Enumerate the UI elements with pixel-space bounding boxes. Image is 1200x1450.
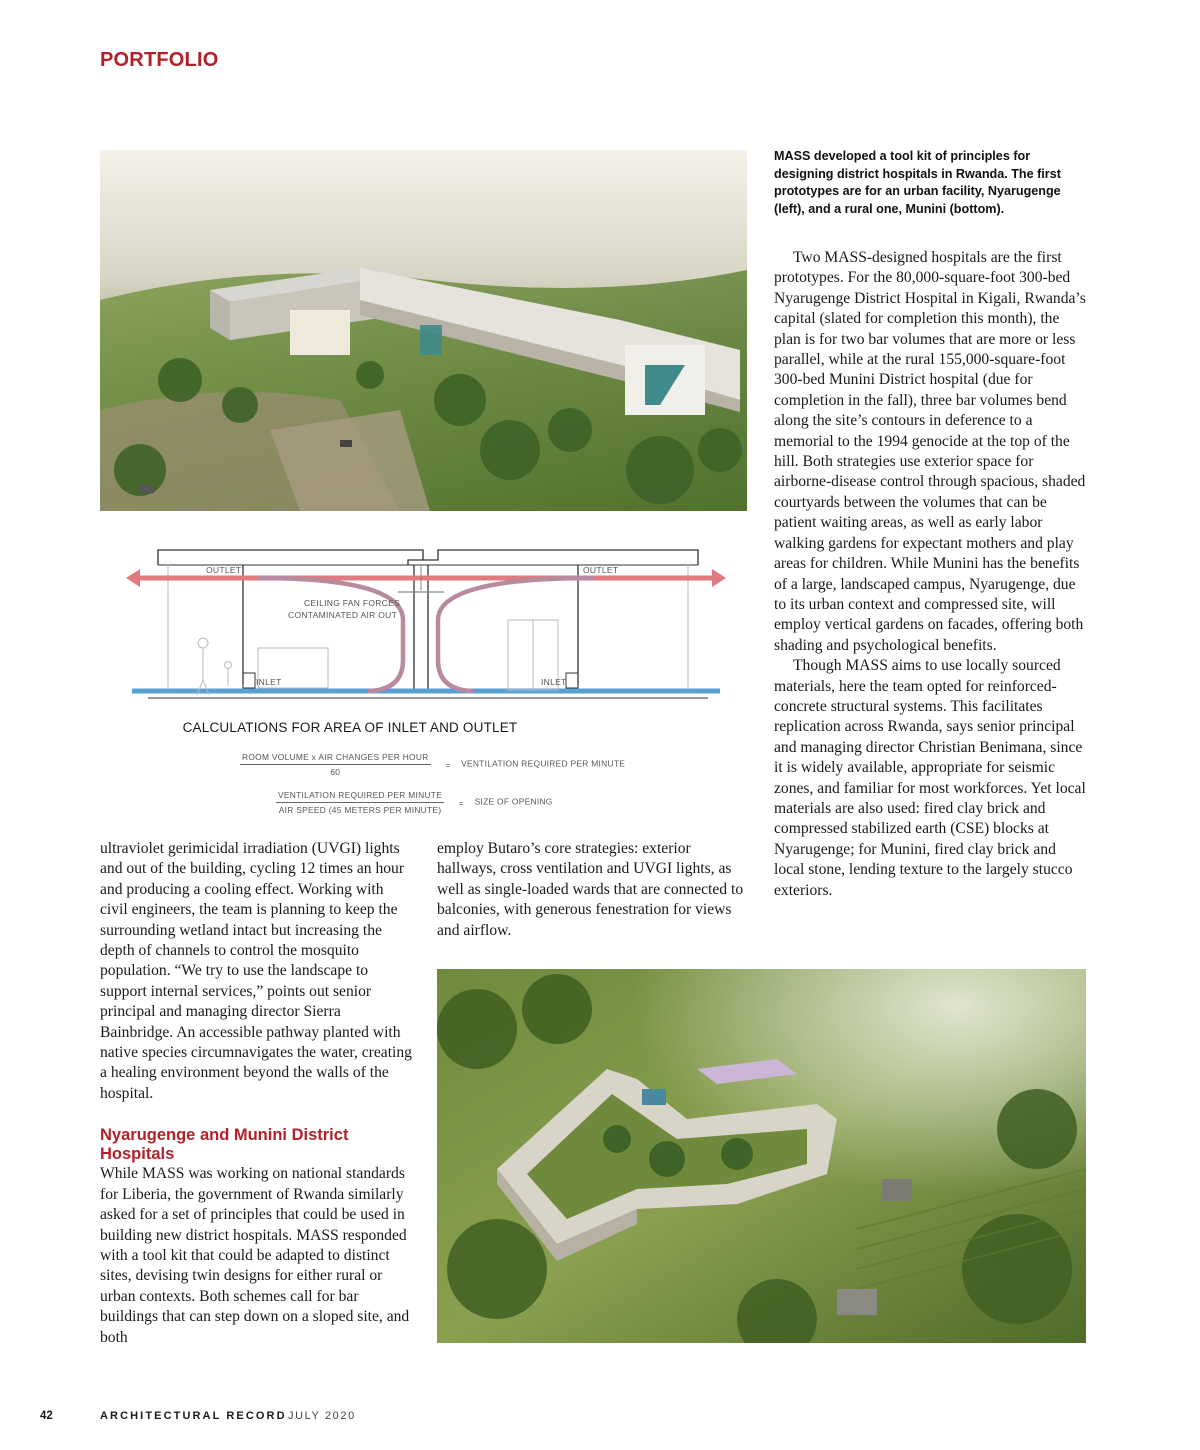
formula-numerator: ROOM VOLUME x AIR CHANGES PER HOUR <box>240 752 431 765</box>
munini-rendering <box>437 969 1086 1343</box>
page-footer <box>40 1410 356 1422</box>
subhead: Nyarugenge and Munini District Hospitals <box>100 1126 349 1164</box>
calculations-title: CALCULATIONS FOR AREA OF INLET AND OUTLET <box>182 720 518 735</box>
fraction <box>276 790 444 815</box>
formula-opening-size <box>276 790 553 815</box>
formula-denominator: AIR SPEED (45 METERS PER MINUTE) <box>278 805 442 815</box>
fraction <box>240 752 431 777</box>
paragraph: Two MASS-designed hospitals are the first prototypes. For the 80,000-square-foot 300-bed Nyarugenge District Hospital in Kigali, Rwanda’s capital (slated for completion this month), the plan is for two bar volumes that are more or less parallel, while at the rural 155,000-square-foot 300-bed Munini District hospital (due for completion in the fall), three bar volumes bend along the site’s contours in deference to a memorial to the 1994 genocide at the top of the hill. Both strategies use exterior space for airborne-disease control through spacious, shaded courtyards between the volumes that can be patient waiting areas, as well as early labor walking gardens for expectant mothers and play areas for children. While Munini has the benefits of a large, landscaped campus, Nyarugenge, due to its urban context and compressed site, will employ vertical gardens on facades, offering both shading and psychological benefits. <box>774 249 1086 654</box>
inlet-left-label: INLET <box>256 677 282 687</box>
ceiling-fan-label-2: CONTAMINATED AIR OUT <box>288 610 398 620</box>
inlet-right-label: INLET <box>541 677 567 687</box>
formula-result: VENTILATION REQUIRED PER MINUTE <box>461 758 626 769</box>
article-column-middle <box>437 839 749 941</box>
ceiling-fan-label: CEILING FAN FORCES <box>304 598 401 608</box>
outlet-right-label: OUTLET <box>583 565 619 575</box>
section-label: PORTFOLIO <box>100 49 219 71</box>
article-column-left <box>100 839 412 1348</box>
formula-numerator: VENTILATION REQUIRED PER MINUTE <box>276 790 444 803</box>
issue-date: JULY 2020 <box>288 1410 356 1422</box>
ventilation-diagram <box>118 540 734 710</box>
article-column-right <box>774 248 1090 901</box>
outlet-left-label: OUTLET <box>206 565 242 575</box>
formula-ventilation <box>240 752 625 777</box>
formula-result: SIZE OF OPENING <box>474 796 553 807</box>
magazine-name: ARCHITECTURAL RECORD <box>100 1410 287 1422</box>
nyarugenge-rendering <box>100 150 747 511</box>
paragraph: While MASS was working on national standards for Liberia, the government of Rwanda similarly asked for a set of principles that could be used in building new district hospitals. MASS responded with a tool kit that could be adapted to distinct sites, devising twin designs for either rural or urban contexts. Both schemes call for bar buildings that can step down on a sloped site, and both <box>100 1165 410 1346</box>
equals-sign: = <box>445 759 451 770</box>
paragraph: ultraviolet gerimicidal irradiation (UVGI) lights and out of the building, cycling 12 times an hour and producing a cooling effect. Working with civil engineers, the team is planning to keep the surrounding wetland intact but increasing the depth of channels to control the mosquito population. “We try to use the landscape to support internal services,” points out senior principal and managing director Sierra Bainbridge. An accessible pathway planted with native species circumnavigates the water, creating a healing environment beyond the walls of the hospital. <box>100 840 412 1102</box>
paragraph: employ Butaro’s core strategies: exterior hallways, cross ventilation and UVGI lights, as well as single-loaded wards that are connected to balconies, with generous fenestration for views and airflow. <box>437 840 744 939</box>
formula-denominator: 60 <box>330 767 341 777</box>
paragraph: Though MASS aims to use locally sourced materials, here the team opted for reinforced-concrete structural systems. This facilitates replication across Rwanda, says senior principal and managing director Christian Benimana, since it is widely available, appropriate for seismic zones, and familiar for most workforces. Yet local materials are also used: fired clay brick and compressed stabilized earth (CSE) blocks at Nyarugenge; for Munini, fired clay brick and local stone, lending texture to the largely stucco exteriors. <box>774 657 1086 899</box>
equals-sign: = <box>458 797 464 808</box>
page-number: 42 <box>40 1410 53 1422</box>
photo-caption: MASS developed a tool kit of principles for designing district hospitals in Rwanda. The first prototypes are for an urban facility, Nyarugenge (left), and a rural one, Munini (bottom). <box>774 149 1061 216</box>
